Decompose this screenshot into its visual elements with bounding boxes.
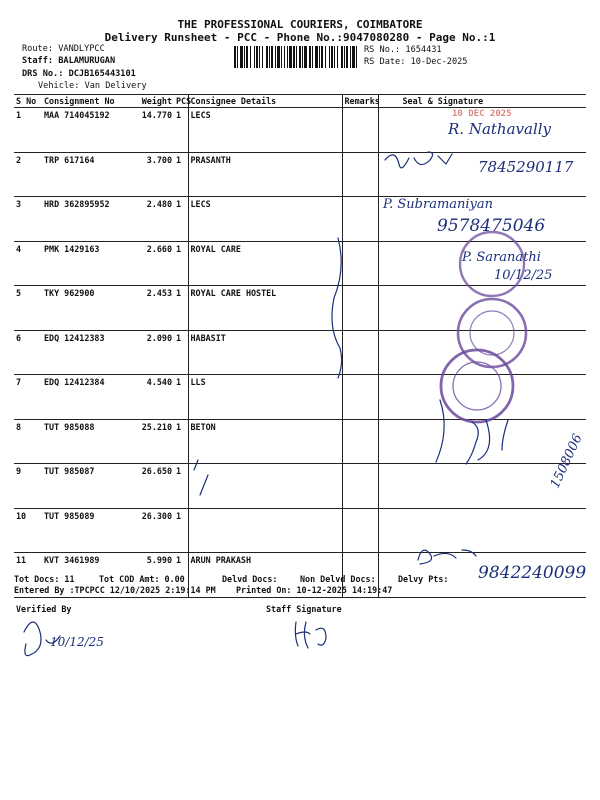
row3-phone: 9578475046 [437,216,546,236]
row-sno: 2 [14,152,42,197]
row-consignee: ROYAL CARE [188,241,342,286]
row-pcs: 1 [174,197,188,242]
row-consignee: HABASIT [188,330,342,375]
cross-line [332,238,342,378]
drs-number: DRS No.: DCJB165443101 [22,69,136,79]
row11-phone: 9842240099 [478,563,587,583]
row-consignment-no: TUT 985088 [42,419,130,464]
row-consignment-no: EDQ 12412383 [42,330,130,375]
row2-phone: 7845290117 [478,158,574,176]
row9-mark [194,460,208,495]
row-weight: 2.453 [130,286,174,331]
row-weight: 26.300 [130,508,174,553]
row-consignee: LLS [188,375,342,420]
col-sno: S No [14,95,42,108]
row-consignment-no: TUT 985087 [42,464,130,509]
col-pcs: PCS [176,96,192,106]
col-weight: Weight [130,95,174,108]
col-seal: Seal & Signature [378,95,586,108]
row-consignee: PRASANTH [188,152,342,197]
row-pcs: 1 [174,286,188,331]
row-sno: 7 [14,375,42,420]
row2-signature [385,152,452,168]
row-consignment-no: HRD 362895952 [42,197,130,242]
row-consignment-no: KVT 3461989 [42,553,130,598]
row-sno: 1 [14,108,42,153]
route-label: Route: VANDLYPCC [22,44,105,54]
row-sno: 4 [14,241,42,286]
row-sno: 11 [14,553,42,598]
non-delivered-docs: Non Delvd Docs: [300,574,376,584]
row-weight: 3.700 [130,152,174,197]
row-weight: 2.480 [130,197,174,242]
vehicle-label: Vehicle: Van Delivery [38,81,147,91]
rs-number: RS No.: 1654431 [364,45,442,55]
row8-number: 1508006 [547,431,586,491]
row4-name: P. Saranathi [462,250,541,265]
row-consignee: ARUN PRAKASH [188,553,342,598]
row-sno: 10 [14,508,42,553]
runsheet-subtitle: Delivery Runsheet - PCC - Phone No.:9047080280 - Page No.:1 [104,31,496,44]
row-pcs: 1 [174,553,188,598]
delivery-points: Delvy Pts: [398,574,449,584]
row-sno: 9 [14,464,42,509]
row-consignee: BETON [188,419,342,464]
row1-signature: R. Nathavally [448,120,552,138]
row-pcs: 1 [174,330,188,375]
row-sno: 5 [14,286,42,331]
row-pcs: 1 [174,375,188,420]
row-consignee: ROYAL CARE HOSTEL [188,286,342,331]
row-consignment-no: TRP 617164 [42,152,130,197]
total-cod: Tot COD Amt: 0.00 [99,574,185,584]
col-consignee: Consignee Details [188,95,342,108]
row-weight: 25.210 [130,419,174,464]
staff-signature-label: Staff Signature [266,604,342,614]
row-consignee: LECS [188,108,342,153]
delivered-docs: Delvd Docs: [222,574,278,584]
row-consignment-no: PMK 1429163 [42,241,130,286]
total-docs: Tot Docs: 11 [14,574,75,584]
company-title: THE PROFESSIONAL COURIERS, COIMBATORE [177,18,423,31]
row11-signature [418,550,476,564]
row-sno: 6 [14,330,42,375]
received-date-stamp: 10 DEC 2025 [452,109,512,119]
col-consignment: Consignment No [42,95,130,108]
row-weight: 5.990 [130,553,174,598]
row-weight: 26.650 [130,464,174,509]
row-pcs: 1 [174,241,188,286]
row-consignee: LECS [188,197,342,242]
row-consignment-no: TUT 985089 [42,508,130,553]
row-consignment-no: TKY 962900 [42,286,130,331]
entered-by: Entered By :TPCPCC 12/10/2025 2:19:14 PM [14,585,216,595]
row-pcs: 1 [174,464,188,509]
row-pcs: 1 [174,152,188,197]
row-weight: 2.090 [130,330,174,375]
row-sno: 8 [14,419,42,464]
row-consignment-no: MAA 714045192 [42,108,130,153]
row-pcs: 1 [174,419,188,464]
row-sno: 3 [14,197,42,242]
row-consignment-no: EDQ 12412384 [42,375,130,420]
rs-date: RS Date: 10-Dec-2025 [364,57,468,67]
row4-date: 10/12/25 [494,268,553,283]
row-weight: 4.540 [130,375,174,420]
staff-signature-mark [295,622,326,648]
row3-name: P. Subramaniyan [383,197,494,212]
verified-by-label: Verified By [16,604,72,614]
row-weight: 2.660 [130,241,174,286]
staff-label: Staff: BALAMURUGAN [22,56,116,66]
verified-date: 10/12/25 [50,635,104,649]
row-weight: 14.770 [130,108,174,153]
row-pcs: 1 [174,508,188,553]
col-remarks: Remarks [342,95,378,108]
printed-on: Printed On: 10-12-2025 14:19:47 [236,585,393,595]
row-pcs: 1 [174,108,188,153]
